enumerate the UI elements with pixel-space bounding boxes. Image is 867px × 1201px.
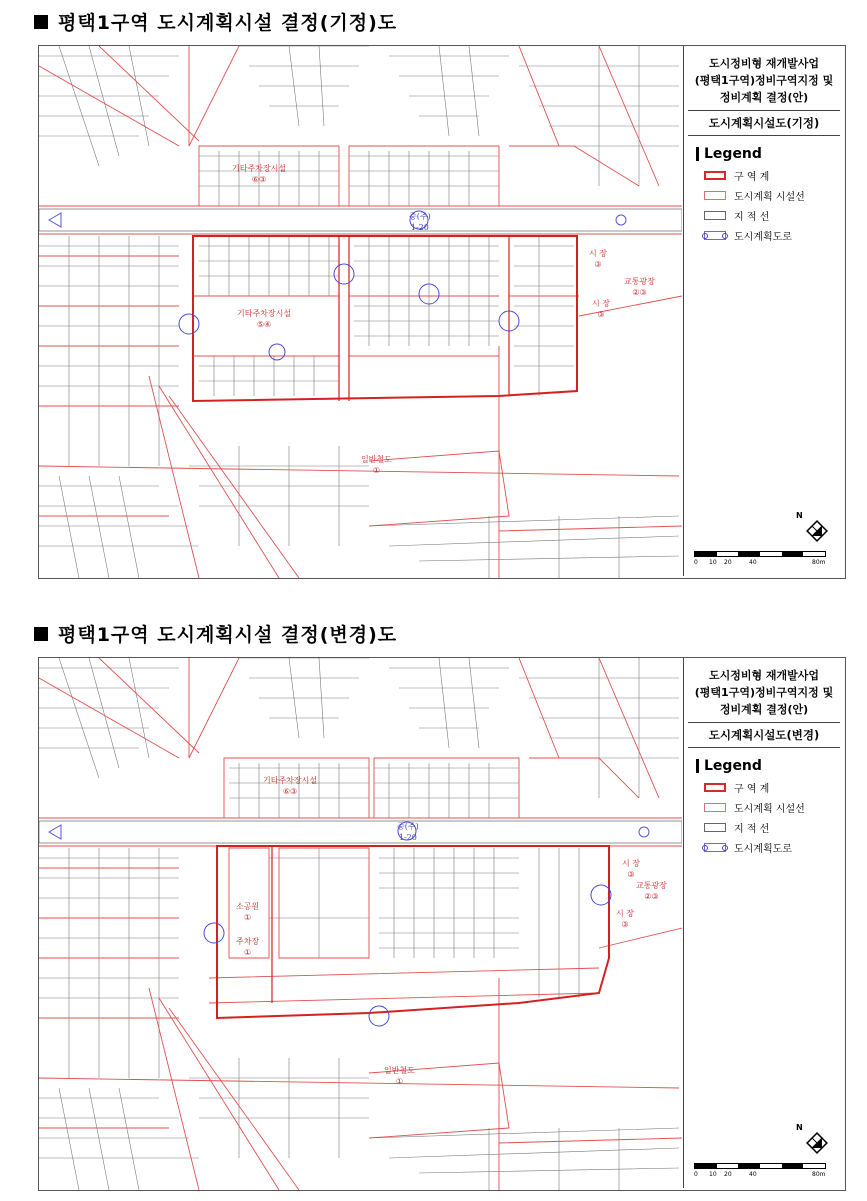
road-swatch-icon	[704, 843, 726, 852]
facility-swatch-icon	[704, 803, 726, 812]
label-parking-top: 기타주차장시설 ⑥③	[263, 776, 318, 796]
compass-icon	[802, 1128, 832, 1158]
legend-bar-icon	[696, 759, 699, 773]
label-market-1: 시 장 ③	[622, 859, 640, 879]
sidebar-1	[683, 46, 844, 576]
facility-swatch-icon	[704, 191, 726, 200]
sidebar-subtitle: 도시계획시설도(기정)	[688, 111, 840, 136]
label-traffic-square: 교통광장 ②③	[636, 881, 667, 901]
scale-bar: 0 10 20 40 80m	[694, 551, 826, 567]
label-traffic-square: 교통광장 ②③	[624, 277, 655, 297]
legend-item-road: 도시계획도로	[704, 228, 844, 243]
legend-heading: Legend	[696, 146, 844, 162]
cadastral-swatch-icon	[704, 823, 726, 832]
map-panel-1	[38, 45, 846, 579]
legend-item-cadastral: 지 적 선	[704, 820, 844, 835]
compass-icon	[802, 516, 832, 546]
legend-item-cadastral: 지 적 선	[704, 208, 844, 223]
zone-swatch-icon	[704, 783, 726, 792]
label-railway: 일반철도 ①	[361, 455, 392, 475]
map-svg	[39, 46, 682, 578]
sidebar-2	[683, 658, 844, 1188]
legend-item-facility: 도시계획 시설선	[704, 800, 844, 815]
legend-item-facility: 도시계획 시설선	[704, 188, 844, 203]
label-parking-top: 기타주차장시설 ⑥③	[232, 164, 287, 184]
map-existing[interactable]	[39, 46, 682, 578]
square-bullet-icon	[34, 15, 48, 29]
map-panel-2	[38, 657, 846, 1191]
square-bullet-icon	[34, 627, 48, 641]
compass-north-label: N	[796, 1123, 803, 1132]
label-railway: 일반철도 ①	[384, 1066, 415, 1086]
legend-item-zone: 구 역 계	[704, 168, 844, 183]
label-market-2: 시 장 ③	[616, 909, 634, 929]
section-title-1	[34, 8, 397, 35]
section-title-text: 평택1구역 도시계획시설 결정(기정)도	[58, 12, 398, 34]
map-changed[interactable]	[39, 658, 682, 1190]
label-market-2: 시 장 ③	[592, 299, 610, 319]
legend-heading: Legend	[696, 758, 844, 774]
sidebar-subtitle: 도시계획시설도(변경)	[688, 723, 840, 748]
legend-item-road: 도시계획도로	[704, 840, 844, 855]
sidebar-title: 도시정비형 재개발사업 (평택1구역)정비구역지정 및 정비계획 결정(안)	[688, 50, 840, 111]
label-road-main: 중(주) 1-20	[397, 822, 419, 842]
label-road-main: 중(주) 1-20	[409, 212, 431, 232]
road-swatch-icon	[704, 231, 726, 240]
sidebar-title: 도시정비형 재개발사업 (평택1구역)정비구역지정 및 정비계획 결정(안)	[688, 662, 840, 723]
label-parking-center: 기타주차장시설 ⑤④	[237, 309, 292, 329]
legend-bar-icon	[696, 147, 699, 161]
cadastral-swatch-icon	[704, 211, 726, 220]
map-svg	[39, 658, 682, 1190]
section-title-text: 평택1구역 도시계획시설 결정(변경)도	[58, 624, 398, 646]
section-title-2	[34, 620, 397, 647]
label-market-1: 시 장 ③	[589, 249, 607, 269]
scale-bar: 0 10 20 40 80m	[694, 1163, 826, 1179]
legend-item-zone: 구 역 계	[704, 780, 844, 795]
compass-north-label: N	[796, 511, 803, 520]
zone-swatch-icon	[704, 171, 726, 180]
label-small-park: 소공원 ①	[236, 902, 260, 922]
label-parking-lot: 주차장 ①	[236, 937, 260, 957]
